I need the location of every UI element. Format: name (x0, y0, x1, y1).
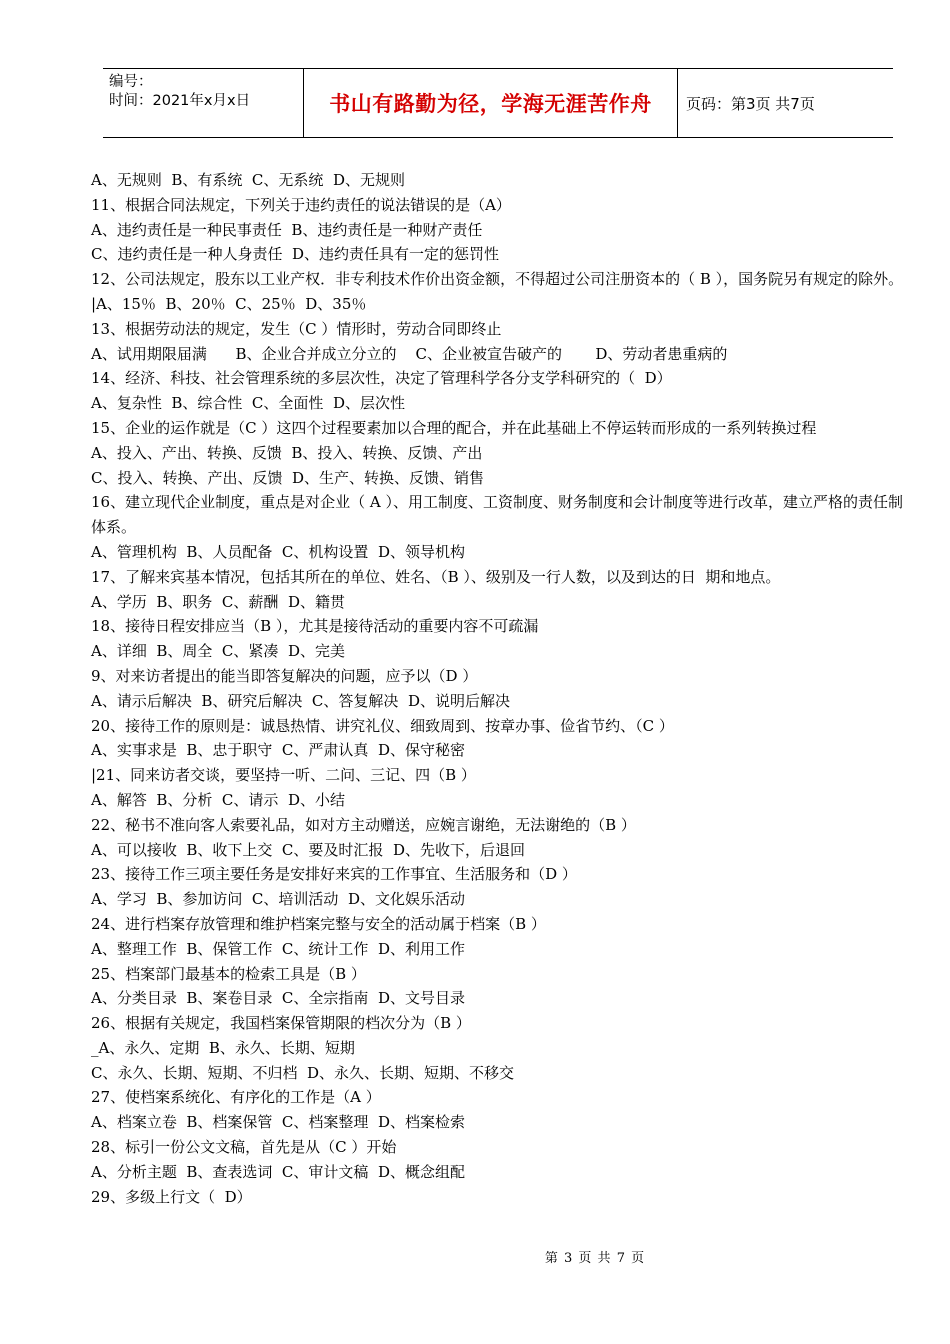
header-meta (103, 69, 303, 137)
header-page-cell (678, 69, 893, 137)
text-line: A、请示后解决 B、研究后解决 C、答复解决 D、说明后解决 (91, 691, 510, 710)
text-line: A、分析主题 B、查表选词 C、审计文稿 D、概念组配 (91, 1162, 465, 1181)
text-line: 18、接待日程安排应当（B ），尤其是接待活动的重要内容不可疏漏 (91, 617, 539, 636)
text-line: A、整理工作 B、保管工作 C、统计工作 D、利用工作 (91, 939, 465, 958)
text-line: 12、公司法规定，股东以工业产权．非专利技术作价出资金额，不得超过公司注册资本的（ B ），国务院另有规定的除外。 (91, 270, 904, 289)
header-motto-cell (303, 69, 678, 137)
text-line: 9、对来访者提出的能当即答复解决的问题，应予以（D ） (91, 666, 478, 685)
text-line: A、试用期限届满 B、企业合并成立分立的 C、企业被宣告破产的 D、劳动者患重病的 (91, 344, 728, 363)
document-header (103, 68, 893, 138)
page-label: 页码：第3页 共7页 (686, 94, 815, 113)
text-line: 27、使档案系统化、有序化的工作是（A ） (91, 1088, 381, 1107)
text-line: C、违约责任是一种人身责任 D、违约责任具有一定的惩罚性 (91, 245, 500, 264)
text-line: |A、15％ B、20％ C、25％ D、35％ (91, 294, 367, 313)
text-line: 17、了解来宾基本情况，包括其所在的单位、姓名、（B ）、级别及一行人数，以及到达的日 期和地点。 (91, 567, 781, 586)
text-line: 24、进行档案存放管理和维护档案完整与安全的活动属于档案（B ） (91, 914, 546, 933)
motto: 书山有路勤为径，学海无涯苦作舟 (329, 92, 652, 116)
time-label: 时间：2021年x月x日 (109, 93, 251, 109)
text-line: A、违约责任是一种民事责任 B、违约责任是一种财产责任 (91, 220, 483, 239)
text-line: 15、企业的运作就是（C ）这四个过程要素加以合理的配合，并在此基础上不停运转而形成的一系列转换过程 (91, 418, 817, 437)
text-line: 22、秘书不准向客人索要礼品，如对方主动赠送，应婉言谢绝，无法谢绝的（B ） (91, 815, 636, 834)
text-line: 25、档案部门最基本的检索工具是（B ） (91, 964, 366, 983)
text-line: 28、标引一份公文文稿，首先是从（C ）开始 (91, 1138, 397, 1157)
text-line: 23、接待工作三项主要任务是安排好来宾的工作事宜、生活服务和（D ） (91, 865, 577, 884)
text-line: A、解答 B、分析 C、请示 D、小结 (91, 790, 345, 809)
text-line: 11、根据合同法规定，下列关于违约责任的说法错误的是（A） (91, 195, 511, 214)
text-line: A、管理机构 B、人员配备 C、机构设置 D、领导机构 (91, 542, 465, 561)
number-label: 编号： (109, 74, 153, 90)
text-line: A、复杂性 B、综合性 C、全面性 D、层次性 (91, 394, 405, 413)
page-footer: 第 3 页 共 7 页 (544, 1251, 646, 1266)
question-list (91, 168, 911, 1209)
text-line: 20、接待工作的原则是：诚恳热情、讲究礼仪、细致周到、按章办事、俭省节约、（C ） (91, 716, 674, 735)
text-line: A、投入、产出、转换、反馈 B、投入、转换、反馈、产出 (91, 443, 483, 462)
text-line: _A、永久、定期 B、永久、长期、短期 (91, 1038, 355, 1057)
text-line: A、学历 B、职务 C、薪酬 D、籍贯 (91, 592, 345, 611)
text-line: A、实事求是 B、忠于职守 C、严肃认真 D、保守秘密 (91, 741, 465, 760)
text-line: A、详细 B、周全 C、紧凑 D、完美 (91, 642, 345, 661)
text-line: C、投入、转换、产出、反馈 D、生产、转换、反馈、销售 (91, 468, 485, 487)
text-line: A、档案立卷 B、档案保管 C、档案整理 D、档案检索 (91, 1113, 465, 1132)
text-line: 26、根据有关规定，我国档案保管期限的档次分为（B ） (91, 1014, 471, 1033)
text-line: A、无规则 B、有系统 C、无系统 D、无规则 (91, 171, 405, 189)
text-line: A、可以接收 B、收下上交 C、要及时汇报 D、先收下，后退回 (91, 840, 525, 859)
text-line: 16、建立现代企业制度，重点是对企业（ A ）、用工制度、工资制度、财务制度和会计制度等进行改革，建立严格的责任制体系。 (91, 493, 903, 537)
text-line: |21、同来访者交谈，要坚持一听、二问、三记、四（B ） (91, 766, 476, 785)
text-line: A、学习 B、参加访问 C、培训活动 D、文化娱乐活动 (91, 890, 465, 909)
text-line: 14、经济、科技、社会管理系统的多层次性，决定了管理科学各分支学科研究的（ D） (91, 369, 672, 388)
text-line: 29、多级上行文（ D） (91, 1187, 252, 1206)
text-line: 13、根据劳动法的规定，发生（C ）情形时，劳动合同即终止 (91, 319, 502, 338)
text-line: C、永久、长期、短期、不归档 D、永久、长期、短期、不移交 (91, 1063, 515, 1082)
text-line: A、分类目录 B、案卷目录 C、全宗指南 D、文号目录 (91, 989, 465, 1008)
